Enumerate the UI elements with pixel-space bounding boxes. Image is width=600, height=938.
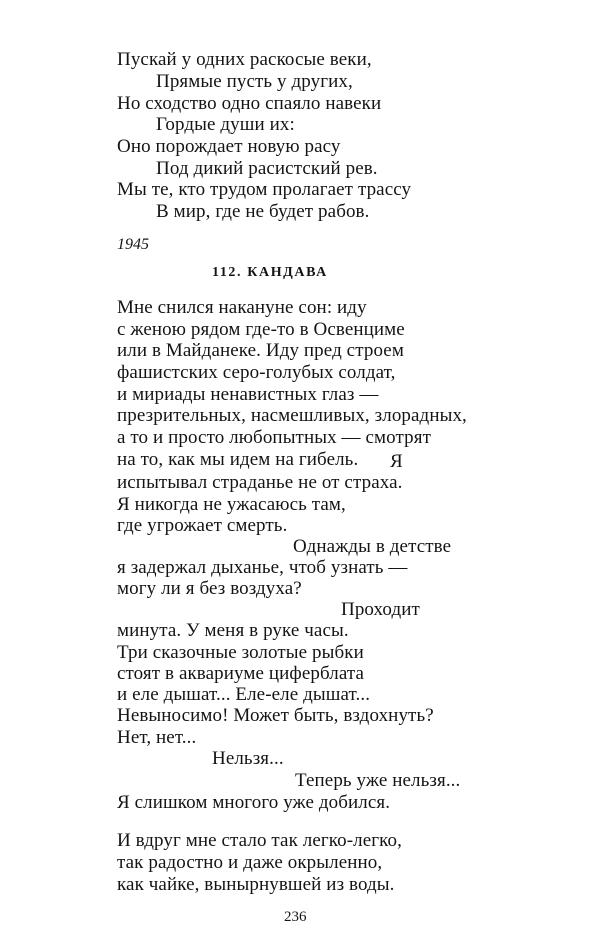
poem-line: я задержал дыханье, чтоб узнать — — [117, 557, 408, 578]
poem-line: Невыносимо! Может быть, вздохнуть? — [117, 705, 434, 726]
poem-line: Мы те, кто трудом пролагает трассу — [117, 179, 412, 200]
poem-line: где угрожает смерть. — [117, 515, 288, 536]
poem-line: Я — [390, 451, 403, 472]
poem-line: а то и просто любопытных — смотрят — [117, 427, 431, 448]
poem-line: минута. У меня в руке часы. — [117, 620, 349, 641]
poem-line: Однажды в детстве — [293, 536, 452, 557]
poem-date: 1945 — [117, 236, 149, 253]
poem-line: Прямые пусть у других, — [156, 71, 353, 92]
poem-line: как чайке, вынырнувшей из воды. — [117, 874, 395, 895]
poem-line: на то, как мы идем на гибель. — [117, 449, 359, 470]
poem-line: Нельзя... — [212, 748, 284, 769]
poem-line: фашистских серо-голубых солдат, — [117, 362, 396, 383]
poem-line: Я слишком многого уже добился. — [117, 792, 391, 813]
page-number: 236 — [284, 909, 307, 925]
poem-line: и мириады ненавистных глаз — — [117, 384, 379, 405]
poem-line: Три сказочные золотые рыбки — [117, 642, 364, 663]
poem-line: И вдруг мне стало так легко-легко, — [117, 830, 402, 851]
poem-line: Но сходство одно спаяло навеки — [117, 93, 382, 114]
poem-line: Проходит — [341, 599, 420, 620]
poem-line: Нет, нет... — [117, 727, 197, 748]
poem-line: Теперь уже нельзя... — [295, 770, 461, 791]
poem-line: и еле дышат... Еле-еле дышат... — [117, 684, 371, 705]
poem-line: Я никогда не ужасаюсь там, — [117, 494, 346, 515]
poem-title: 112. КАНДАВА — [212, 265, 328, 280]
poem-line: Мне снился накануне сон: иду — [117, 297, 367, 318]
poem-line: с женою рядом где-то в Освенциме — [117, 319, 405, 340]
poem-line: могу ли я без воздуха? — [117, 578, 302, 599]
poem-line: Пускай у одних раскосые веки, — [117, 49, 372, 70]
poem-line: Гордые души их: — [156, 114, 295, 135]
poem-line: презрительных, насмешливых, злорадных, — [117, 405, 467, 426]
poem-line: испытывал страданье не от страха. — [117, 472, 403, 493]
poem-line: стоят в аквариуме циферблата — [117, 663, 365, 684]
poem-line: или в Майданеке. Иду пред строем — [117, 340, 404, 361]
poem-line: так радостно и даже окрыленно, — [117, 852, 383, 873]
poem-line: В мир, где не будет рабов. — [156, 201, 370, 222]
poem-line: Под дикий расистский рев. — [156, 158, 378, 179]
poem-line: Оно порождает новую расу — [117, 136, 341, 157]
